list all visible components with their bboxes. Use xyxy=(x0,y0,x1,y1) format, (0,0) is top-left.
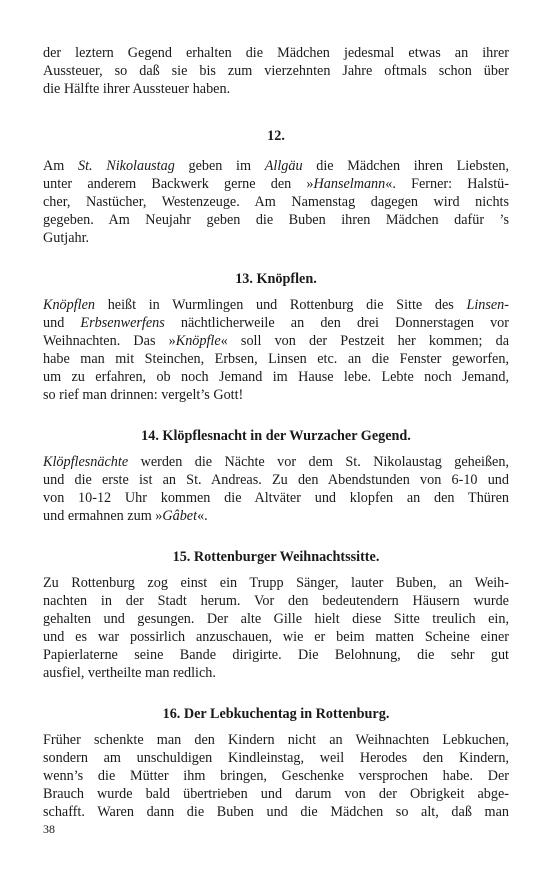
book-page xyxy=(43,44,509,821)
text-line: ausfiel, vertheilte man redlich. xyxy=(43,665,216,681)
intro-paragraph xyxy=(43,44,509,98)
text-line: so rief man drinnen: vergelt’s Gott! xyxy=(43,387,244,403)
text-line: Aussteuer, so daß sie bis zum vierzehnten Jahre oftmals schon über xyxy=(43,63,509,79)
text-line: von 10-12 Uhr kommen die Altväter und klopfen an den Thüren xyxy=(43,490,509,506)
text-line: und ermahnen zum »Gâbet«. xyxy=(43,508,208,524)
section-paragraph-13 xyxy=(43,296,509,404)
text-line: Weihnachten. Das »Knöpfle« soll von der Pestzeit her kommen; da xyxy=(43,333,510,349)
section-heading-16: 16. Der Lebkuchentag in Rottenburg. xyxy=(162,706,390,722)
section-paragraph-14 xyxy=(43,453,509,525)
section-heading-14: 14. Klöpflesnacht in der Wurzacher Gegend. xyxy=(141,428,411,444)
text-line: Papierlaterne seine Bande dirigirte. Die Belohnung, die sehr gut xyxy=(43,647,509,663)
text-line: gegeben. Am Neujahr geben die Buben ihren Mädchen dafür ’s xyxy=(43,212,509,228)
section-paragraph-15 xyxy=(43,574,509,682)
text-line: sondern am unschuldigen Kindleinstag, weil Herodes den Kindern, xyxy=(43,750,509,766)
text-line: und die erste ist an St. Andreas. Zu den Abendstunden von 6-10 und xyxy=(43,472,509,488)
text-line: Brauch wurde bald übertrieben und darum von der Obrigkeit abge- xyxy=(43,786,509,802)
text-line: und Erbsenwerfens nächtlicherweile an den drei Donnerstagen vor xyxy=(43,315,509,331)
section-heading-12: 12. xyxy=(267,128,285,144)
text-line: Am St. Nikolaustag geben im Allgäu die Mädchen ihren Liebsten, xyxy=(43,158,509,174)
text-line: und es war possirlich anzuschauen, wie er beim matten Scheine einer xyxy=(43,629,509,645)
text-line: um zu erfahren, ob noch Jemand im Hause lebe. Lebte noch Jemand, xyxy=(43,369,509,385)
text-line: unter anderem Backwerk gerne den »Hanselmann«. Ferner: Halstü- xyxy=(43,176,509,192)
text-line: gehalten und gesungen. Der alte Gille hielt diese Sitte treulich ein, xyxy=(43,611,509,627)
section-heading-13: 13. Knöpflen. xyxy=(235,271,317,287)
text-line: Zu Rottenburg zog einst ein Trupp Sänger, lauter Buben, an Weih- xyxy=(43,575,509,591)
page-number: 38 xyxy=(43,822,55,836)
text-line: cher, Nastücher, Westenzeuge. Am Namenstag dagegen wird nichts xyxy=(43,194,509,210)
text-line: die Hälfte ihrer Aussteuer haben. xyxy=(43,81,231,97)
text-line: wenn’s die Mütter ihm bringen, Geschenke versprochen habe. Der xyxy=(43,768,509,784)
text-line: Klöpflesnächte werden die Nächte vor dem St. Nikolaustag geheißen, xyxy=(43,454,509,470)
section-paragraph-16 xyxy=(43,731,509,821)
text-line: Gutjahr. xyxy=(43,230,90,246)
text-line: der leztern Gegend erhalten die Mädchen jedesmal etwas an ihrer xyxy=(43,45,509,61)
section-heading-15: 15. Rottenburger Weihnachtssitte. xyxy=(172,549,380,565)
text-line: nachten in der Stadt herum. Vor den bedeutendern Häusern wurde xyxy=(43,593,509,609)
text-line: schafft. Waren dann die Buben und die Mädchen so alt, daß man xyxy=(43,804,509,820)
text-line: Knöpflen heißt in Wurmlingen und Rottenburg die Sitte des Linsen- xyxy=(43,297,509,313)
section-paragraph-12 xyxy=(43,157,509,247)
text-line: Früher schenkte man den Kindern nicht an Weihnachten Lebkuchen, xyxy=(43,732,509,748)
text-line: habe man mit Steinchen, Erbsen, Linsen etc. an die Fenster geworfen, xyxy=(43,351,509,367)
